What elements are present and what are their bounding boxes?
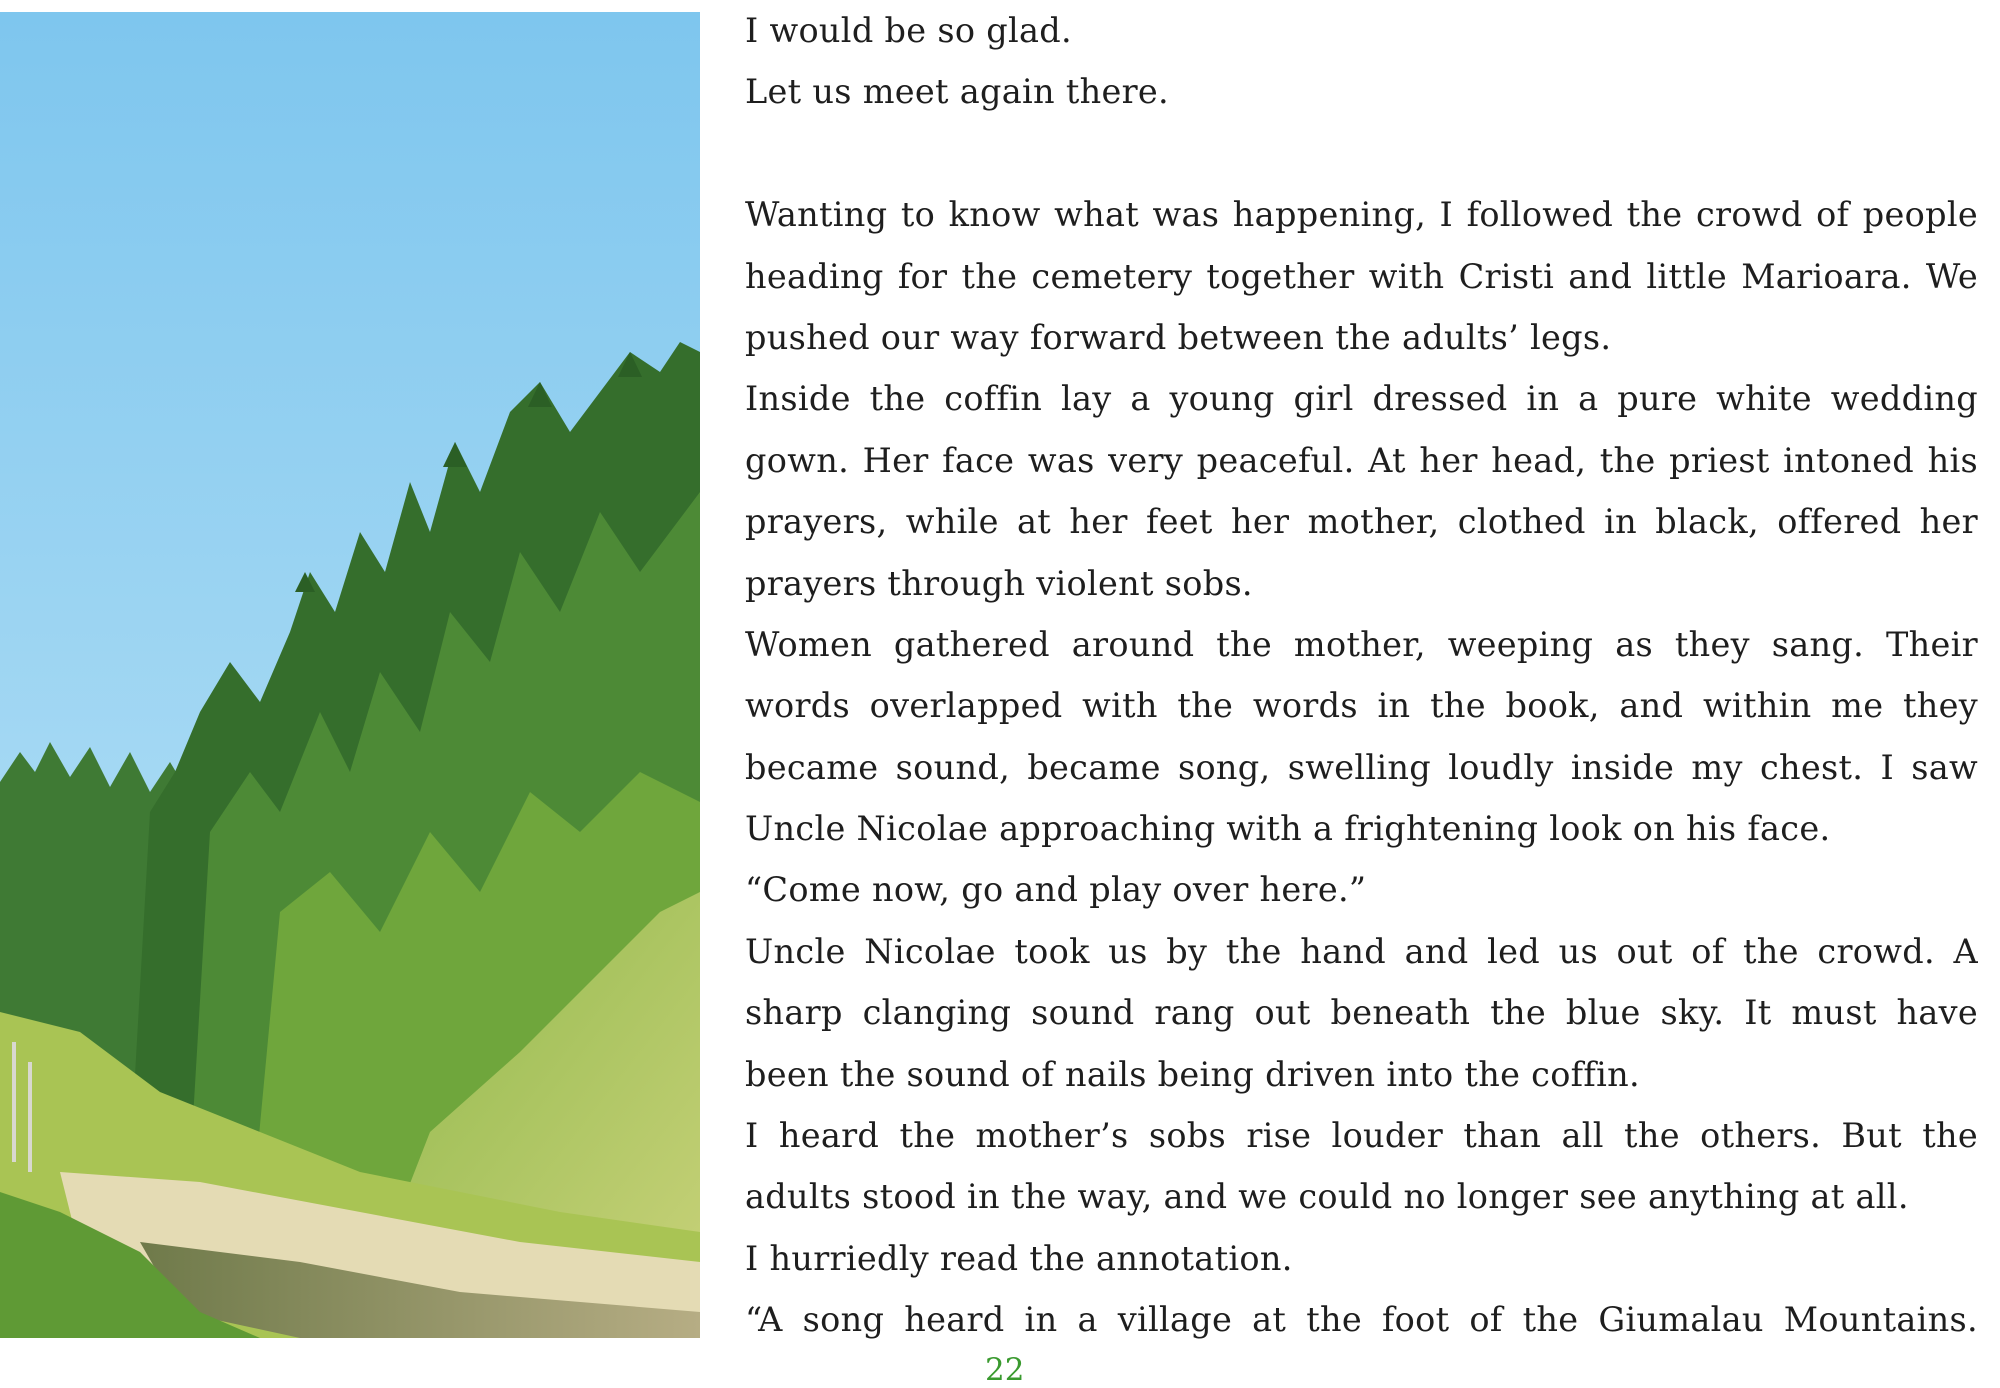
- text-line: pushed our way forward between the adults’ legs.: [745, 317, 1612, 357]
- page-number: 22: [985, 1352, 1025, 1388]
- text-line: adults stood in the way, and we could no longer see anything at all.: [745, 1177, 1909, 1217]
- text-line: heading for the cemetery together with Cristi and little Marioara. We: [745, 256, 1978, 296]
- forest-river-landscape-icon: [0, 12, 700, 1338]
- text-line: I hurriedly read the annotation.: [745, 1238, 1293, 1278]
- text-line: Inside the coffin lay a young girl dressed in a pure white wedding: [745, 379, 1978, 419]
- text-line: sharp clanging sound rang out beneath the blue sky. It must have: [745, 993, 1978, 1033]
- text-line: I heard the mother’s sobs rise louder than all the others. But the: [745, 1116, 1978, 1156]
- text-line: Women gathered around the mother, weeping as they sang. Their: [745, 624, 1978, 664]
- text-line: “A song heard in a village at the foot of the Giumalau Mountains.: [745, 1300, 1978, 1340]
- text-line: “Come now, go and play over here.”: [745, 870, 1367, 910]
- text-line: Uncle Nicolae took us by the hand and led us out of the crowd. A: [745, 931, 1978, 971]
- forest-river-photo: [0, 12, 700, 1338]
- text-line: Wanting to know what was happening, I followed the crowd of people: [745, 195, 1978, 235]
- text-line: gown. Her face was very peaceful. At her head, the priest intoned his: [745, 440, 1978, 480]
- text-line: [745, 123, 1978, 184]
- text-line: words overlapped with the words in the book, and within me they: [745, 686, 1978, 726]
- text-line: became sound, became song, swelling loudly inside my chest. I saw: [745, 747, 1978, 787]
- text-line: been the sound of nails being driven into the coffin.: [745, 1054, 1640, 1094]
- text-line: prayers, while at her feet her mother, clothed in black, offered her: [745, 502, 1978, 542]
- text-line: Let us meet again there.: [745, 72, 1170, 112]
- text-line: prayers through violent sobs.: [745, 563, 1253, 603]
- body-text: [745, 0, 1978, 1351]
- text-line: I would be so glad.: [745, 11, 1072, 50]
- text-line: Uncle Nicolae approaching with a frightening look on his face.: [745, 809, 1831, 849]
